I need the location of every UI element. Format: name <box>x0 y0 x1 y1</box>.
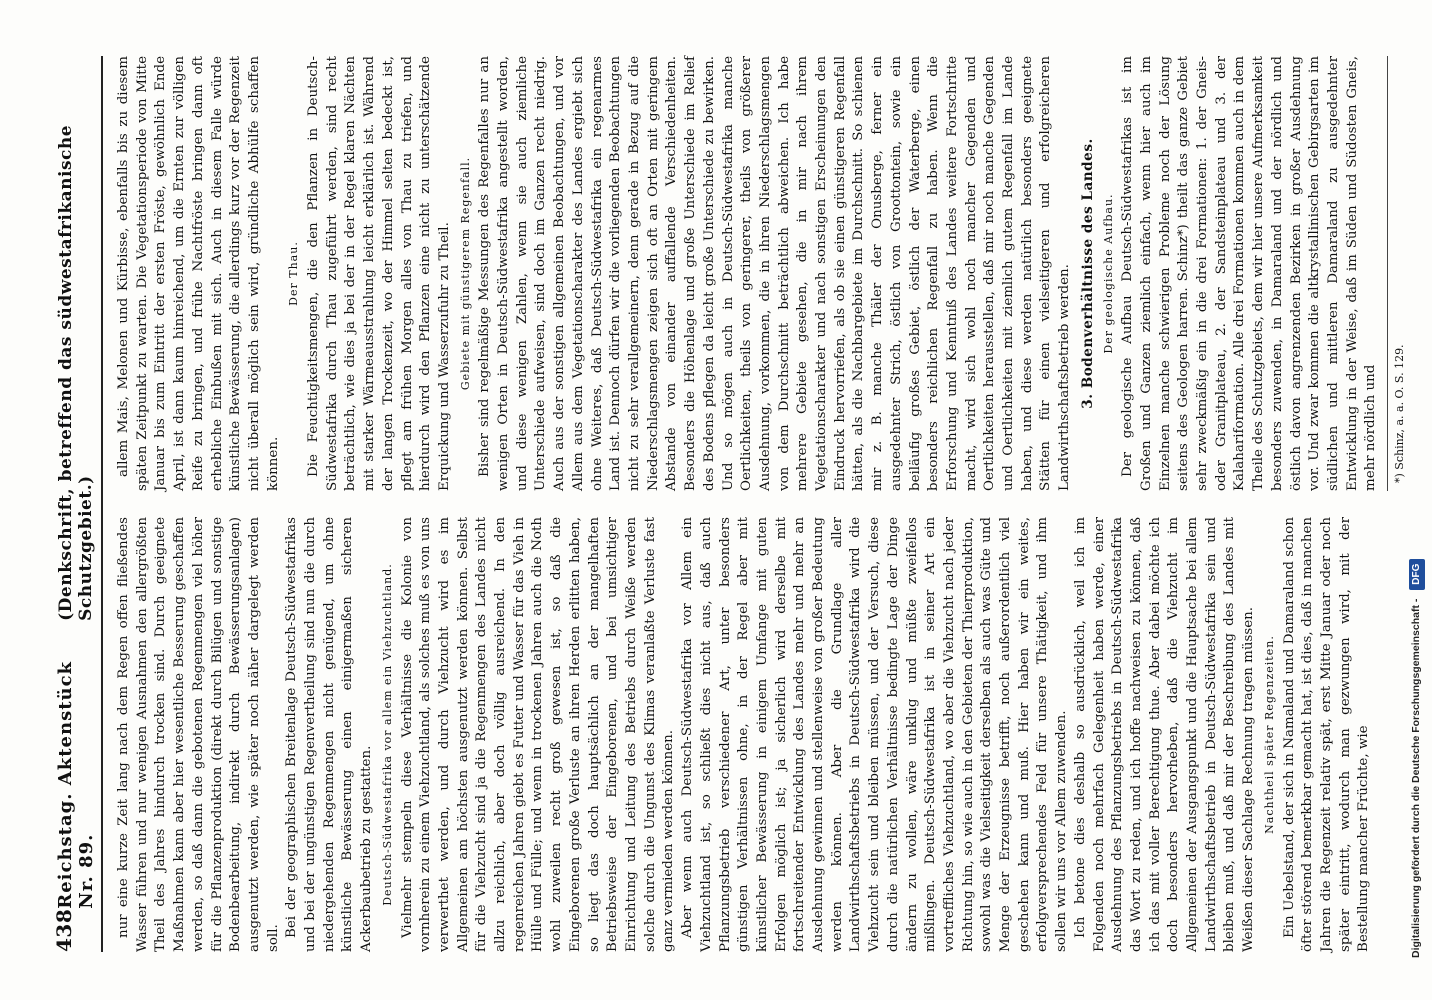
paragraph: Bei der geographischen Breitenlage Deutsch-Südwestafrikas und bei der ungünstigen Regenvertheilung sind nun die durch niedergehenden Regenmengen nicht genügend, um ohne künstliche Bewässerung einen einigermaßen sicheren Ackerbaubetrieb zu gestatten. <box>284 517 375 952</box>
column-left <box>115 517 1372 952</box>
paragraph: Vielmehr stempeln diese Verhältnisse die Kolonie von vornherein zu einem Viehzuchtland, als solches muß es von uns verwerthet werden, und durch Viehzucht wird es im Allgemeinen am höchsten ausgenutzt werden können. Selbst für die Viehzucht sind ja die Regenmengen des Landes nicht allzu reichlich, aber doch völlig ausreichend. In den regenreichen Jahren giebt es Futter und Wasser für das Vieh in Hülle und Fülle; und wenn in trockenen Jahren auch die Noth wohl zuweilen recht groß gewesen ist, so daß die Eingeborenen große Verluste an ihren Herden erlitten haben, so liegt das doch hauptsächlich an der mangelhaften Betriebsweise der Eingeborenen, und bei umsichtiger Einrichtung und Leitung des Betriebs durch Weiße werden solche durch die Ungunst des Klimas veranlaßte Verluste fast ganz vermieden werden können. <box>399 517 677 952</box>
page-number: 438 <box>52 908 76 952</box>
paragraph: Aber wenn auch Deutsch-Südwestafrika vor Allem ein Viehzuchtland ist, so schließt dies nicht aus, daß auch Pflanzungsbetrieb verschiedener Art, unter besonders günstigen Verhältnissen ohne, in der Regel aber mit künstlicher Bewässerung in einigem Umfange mit guten Erfolgen möglich ist; ja sicherlich wird derselbe mit fortschreitender Entwicklung des Landes mehr und mehr an Ausdehnung gewinnen und stellenweise von großer Bedeutung werden können. Aber die Grundlage aller Landwirthschaftsbetriebs in Deutsch-Südwestafrika wird die Viehzucht sein und bleiben müssen, und der Versuch, diese durch die natürlichen Verhältnisse bedingte Lage der Dinge ändern zu wollen, wäre unklug und müßte zweifellos mißlingen. Deutsch-Südwestafrika ist in seiner Art ein vortreffliches Viehzuchtland, wo aber die Viehzucht nach jeder Richtung hin, so wie auch in den Gebieten der Thierproduktion, sowohl was die Vielseitigkeit derselben als auch was Güte und Menge der Erzeugnisse betrifft, noch außerordentlich viel geschehen kann und muß. Hier haben wir ein weites, erfolgversprechendes Feld für unsere Thätigkeit, und ihm sollen wir uns vor Allem zuwenden. <box>680 517 1070 952</box>
marginal-subheading: Nachtheil später Regenzeiten. <box>1262 635 1276 834</box>
column-right <box>115 56 1407 491</box>
running-subtitle: (Denkschrift, betreffend das südwestafrikanische Schutzgebiet.) <box>56 124 96 621</box>
marginal-subheading: Der geologische Aufbau. <box>1101 193 1115 354</box>
section-heading: 3. Bodenverhältnisse des Landes. <box>1079 138 1096 409</box>
running-title: Reichstag. Aktenstück Nr. 89. <box>55 660 97 909</box>
paragraph: Bisher sind regelmäßige Messungen des Regenfalles nur an wenigen Orten in Deutsch-Südwestafrika angestellt worden, und diese wenigen Zahlen, wenn sie auch ziemliche Unterschiede aufweisen, sind doch im Ganzen recht niedrig. Auch aus der sonstigen allgemeinen Beobachtungen, und vor Allem aus dem Vegetationscharakter des Landes ergiebt sich ohne Weiteres, daß Deutsch-Südwestafrika ein regenarmes Land ist. Dennoch dürfen wir die vorliegenden Beobachtungen nicht zu sehr verallgemeinern, denn gerade in Bezug auf die Niederschlagsmengen zeigen sich oft an Orten mit geringem Abstande von einander auffallende Verschiedenheiten. Besonders die Höhenlage und große Unterschiede im Relief des Bodens pflegen da leicht große Unterschiede zu bewirken. Und so mögen auch in Deutsch-Südwestafrika manche Oertlichkeiten, theils von geringerer, theils von größerer Ausdehnung, vorkommen, die in ihren Niederschlagsmengen von dem Durchschnitt beträchtlich abweichen. Ich habe mehrere Gebiete gesehen, die in mir nach ihrem Vegetationscharakter und nach sonstigen Erscheinungen den Eindruck hervorriefen, als ob sie einen günstigeren Regenfall hätten, als die Nachbargebiete im Durchschnitt. So schienen mir z. B. manche Thäler der Onusberge, ferner ein ausgedehnter Strich, östlich von Groottontein, sowie ein beiläufig großes Gebiet, östlich der Waterberge, einen besonders reichlichen Regenfall zu haben. Wenn die Erforschung und Kenntniß des Landes weitere Fortschritte macht, wird sich wohl noch mancher Gegenden und Oertlichkeiten herausstellen, daß mir noch manche Gegenden und Oertlichkeiten mit ziemlich gutem Regenfall im Lande haben, und diese werden natürlich besonders geeignete Stätten für einen vielseitigeren und erfolgreicheren Landwirthschaftsbetrieb werden. <box>477 56 1073 491</box>
footnote: *) Schinz, a. a. O. S. 129. <box>1387 56 1410 491</box>
paragraph: nur eine kurze Zeit lang nach dem Regen offen fließendes Wasser führen und nur wenigen Ausnahmen den allergrößten Theil des Jahres hindurch trocken sind. Durch geeignete Maßnahmen kann aber hier wesentliche Besserung geschaffen werden, so daß dann die gebotenen Regenmengen viel höher für die Pflanzenproduktion (direkt durch Bilügen und sonstige Bodenbearbeitung, indirekt durch Bewässerungsanlagen) ausgenutzt werden, wie später noch näher dargelegt werden soll. <box>116 517 281 952</box>
credit-text: Digitalisierung gefördert durch die Deutsche Forschungsgemeinschaft - <box>1410 598 1422 958</box>
dfg-logo: DFG <box>1409 559 1425 590</box>
paragraph: Ich betone dies deshalb so ausdrücklich, weil ich im Folgenden noch mehrfach Gelegenheit haben werde, einer Ausdehnung des Pflanzungsbetriebs in Deutsch-Südwestafrika das Wort zu reden, und ich hoffe nachweisen zu können, daß ich das mit voller Berechtigung thue. Aber dabei möchte ich doch besonders hervorheben, daß die Viehzucht im Allgemeinen der Ausgangspunkt und die Hauptsache bei allem Landwirthschaftsbetrieb in Deutsch-Südwestafrika sein und bleiben muß, und daß mir der Beschreibung des Landes mit Weißen dieser Sachlage Rechnung tragen müssen. <box>1072 517 1257 952</box>
marginal-subheading: Der Thau. <box>287 241 301 306</box>
paragraph: allem Mais, Melonen und Kürbisse, ebenfalls bis zu diesem späten Zeitpunkt zu warten. Die Vegetationsperiode von Mitte Januar bis zum Eintritt der ersten Fröste, gewöhnlich Ende April, ist dann kaum hinreichend, um die Ernten zur völligen Reife zu bringen, und frühe Nachtfröste bringen dann oft erhebliche Einbußen mit sich. Auch in diesem Falle würde künstliche Bewässerung, die allerdings kurz vor der Regenzeit nicht überall möglich sein wird, gründliche Abhülfe schaffen können. <box>116 56 281 491</box>
page-header <box>52 56 103 952</box>
paragraph: Ein Uebelstand, der sich in Namaland und Damaraland schon öfter störend bemerkbar gemacht hat, ist dies, daß in manchen Jahren die Regenzeit relativ spät, erst Mitte Januar oder noch später eintritt, wodurch man gezwungen wird, mit der Bestellung mancher Früchte, wie <box>1281 517 1372 952</box>
paragraph: Der geologische Aufbau Deutsch-Südwestafrikas ist im Großen und Ganzen ziemlich einfach, wenn hier auch im Einzelnen manche schwierigen Probleme noch der Lösung seitens des Geologen harren. Schinz*) theilt das ganze Gebiet sehr zweckmäßig ein in die drei Formationen: 1. der Gneis- oder Granitplateau, 2. der Sandsteinplateau und 3. der Kalahariformation. Alle drei Formationen kommen auch in dem Theile des Schutzgebiets, dem wir hier unsere Aufmerksamkeit besonders zuwenden, in Damaraland und der nördlich und östlich davon angrenzenden Bezirken in großer Ausdehnung vor. Und zwar kommen die altkrystallinischen Gebirgsarten im südlichen und mittleren Damaraland zu ausgedehnter Entwicklung in der Weise, daß im Süden und Südosten Gneis, mehr nördlich und <box>1120 56 1379 491</box>
text-columns <box>115 56 1407 952</box>
digitization-credit <box>1402 6 1426 994</box>
marginal-subheading: Gebiete mit günstigerem Regenfall. <box>458 156 472 391</box>
paragraph: Die Feuchtigkeitsmengen, die den Pflanzen in Deutsch-Südwestafrika durch Thau zugeführt werden, sind recht beträchtlich, wie dies ja bei der in der Regel klaren Nächten mit starker Wärmeausstrahlung leicht erklärlich ist. Während der langen Trockenzeit, wo der Himmel selten bedeckt ist, pflegt am frühen Morgen alles von Thau zu triefen, und hierdurch wird den Pflanzen eine nicht zu unterschätzende Erquickung und Wasserzufuhr zu Theil. <box>306 56 452 491</box>
marginal-subheading: Deutsch-Südwestafrika vor allem ein Viehzuchtland. <box>380 563 394 906</box>
